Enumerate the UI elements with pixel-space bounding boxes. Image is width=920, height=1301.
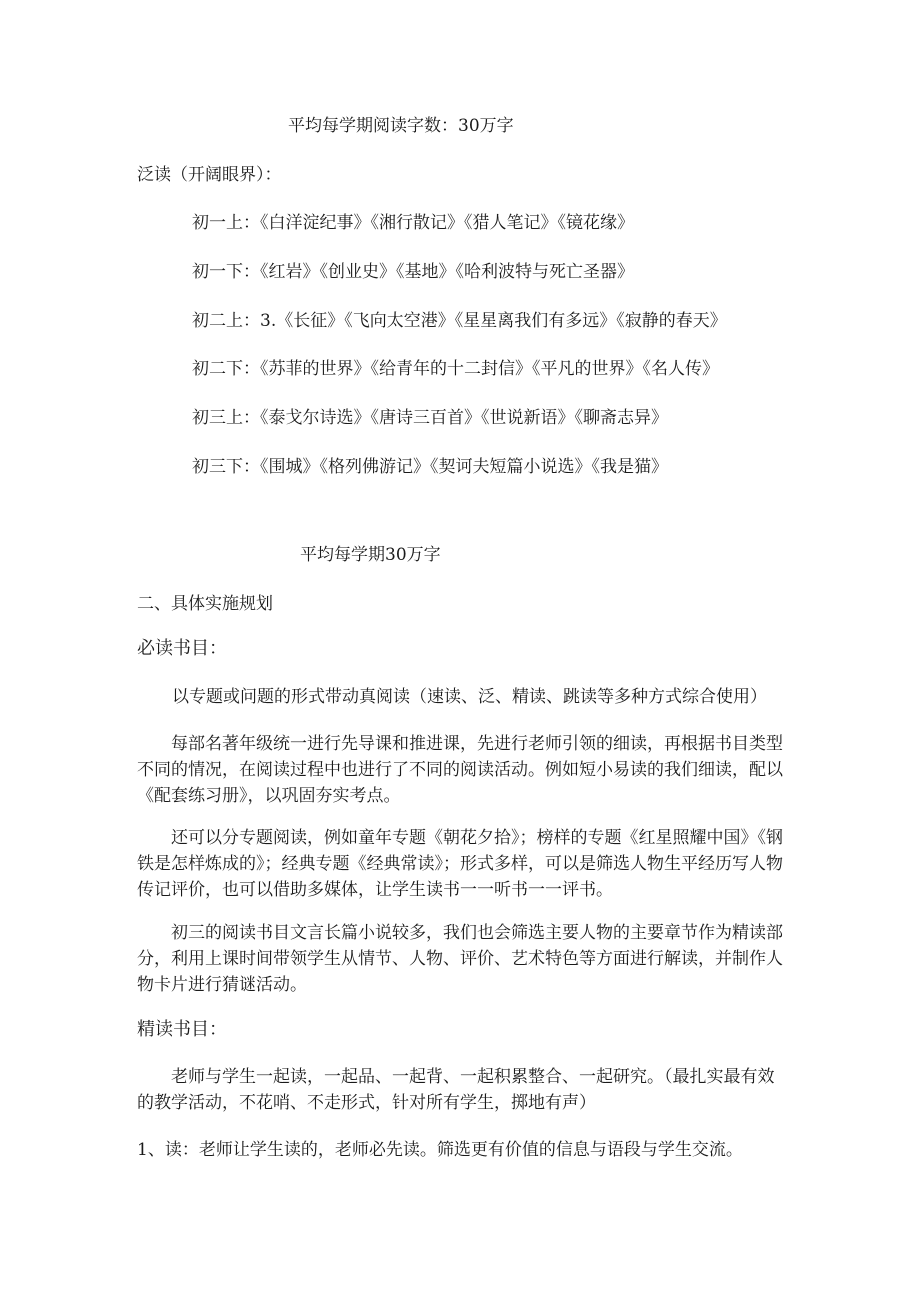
grade-label: 初一上：	[192, 213, 260, 233]
paragraph-thematic-reading: 还可以分专题阅读，例如童年专题《朝花夕拾》；榜样的专题《红星照耀中国》《钢铁是怎样炼成的》；经典专题《经典常读》；形式多样，可以是筛选人物生平经历写人物传记评价，也可以借助多媒体，让学生读书一一听书一一评书。	[137, 828, 783, 900]
grade-row-1	[192, 212, 634, 234]
grade-label: 初三下：	[192, 457, 260, 477]
paragraph-guided-reading: 每部名著年级统一进行先导课和推进课，先进行老师引领的细读，再根据书目类型不同的情况，在阅读过程中也进行了不同的阅读活动。例如短小易读的我们细读，配以《配套练习册》，以巩固夯实考点。	[137, 734, 783, 806]
bidu-heading: 必读书目：	[137, 638, 227, 659]
grade-row-4	[192, 358, 719, 380]
bidu-intro: 以专题或问题的形式带动真阅读（速读、泛、精读、跳读等多种方式综合使用）	[172, 687, 767, 707]
grade-row-6	[192, 456, 668, 478]
grade-books: 《围城》《格列佛游记》《契诃夫短篇小说选》《我是猫》	[260, 457, 668, 477]
summary-reading-words: 平均每学期阅读字数：30万字	[288, 116, 514, 136]
list-item-read: 1、读：老师让学生读的，老师必先读。筛选更有价值的信息与语段与学生交流。	[137, 1140, 743, 1160]
grade-books: 《红岩》《创业史》《基地》《哈利波特与死亡圣器》	[260, 262, 634, 282]
grade-label: 初三上：	[192, 408, 260, 428]
grade-books: 《白洋淀纪事》《湘行散记》《猎人笔记》《镜花缘》	[260, 213, 634, 233]
grade-label: 初二上：	[192, 311, 260, 331]
fandu-heading: 泛读（开阔眼界）：	[137, 165, 282, 185]
grade-books: 3.《长征》《飞向太空港》《星星离我们有多远》《寂静的春天》	[260, 311, 727, 331]
paragraph-intensive-reading: 老师与学生一起读，一起品、一起背、一起积累整合、一起研究。（最扎实最有效的教学活动，不花哨、不走形式，针对所有学生，掷地有声）	[137, 1067, 775, 1113]
section-heading: 二、具体实施规划	[137, 594, 273, 614]
grade-label: 初一下：	[192, 262, 260, 282]
summary-words-per-term: 平均每学期30万字	[300, 545, 441, 565]
jingdu-heading: 精读书目：	[137, 1019, 227, 1040]
grade-row-5	[192, 407, 668, 429]
grade-books: 《苏菲的世界》《给青年的十二封信》《平凡的世界》《名人传》	[260, 359, 719, 379]
grade-row-3	[192, 310, 727, 332]
grade-books: 《泰戈尔诗选》《唐诗三百首》《世说新语》《聊斋志异》	[260, 408, 668, 428]
paragraph-grade3-reading: 初三的阅读书目文言长篇小说较多，我们也会筛选主要人物的主要章节作为精读部分，利用上课时间带领学生从情节、人物、评价、艺术特色等方面进行解读，并制作人物卡片进行猜谜活动。	[137, 923, 783, 995]
grade-row-2	[192, 261, 634, 283]
grade-label: 初二下：	[192, 359, 260, 379]
